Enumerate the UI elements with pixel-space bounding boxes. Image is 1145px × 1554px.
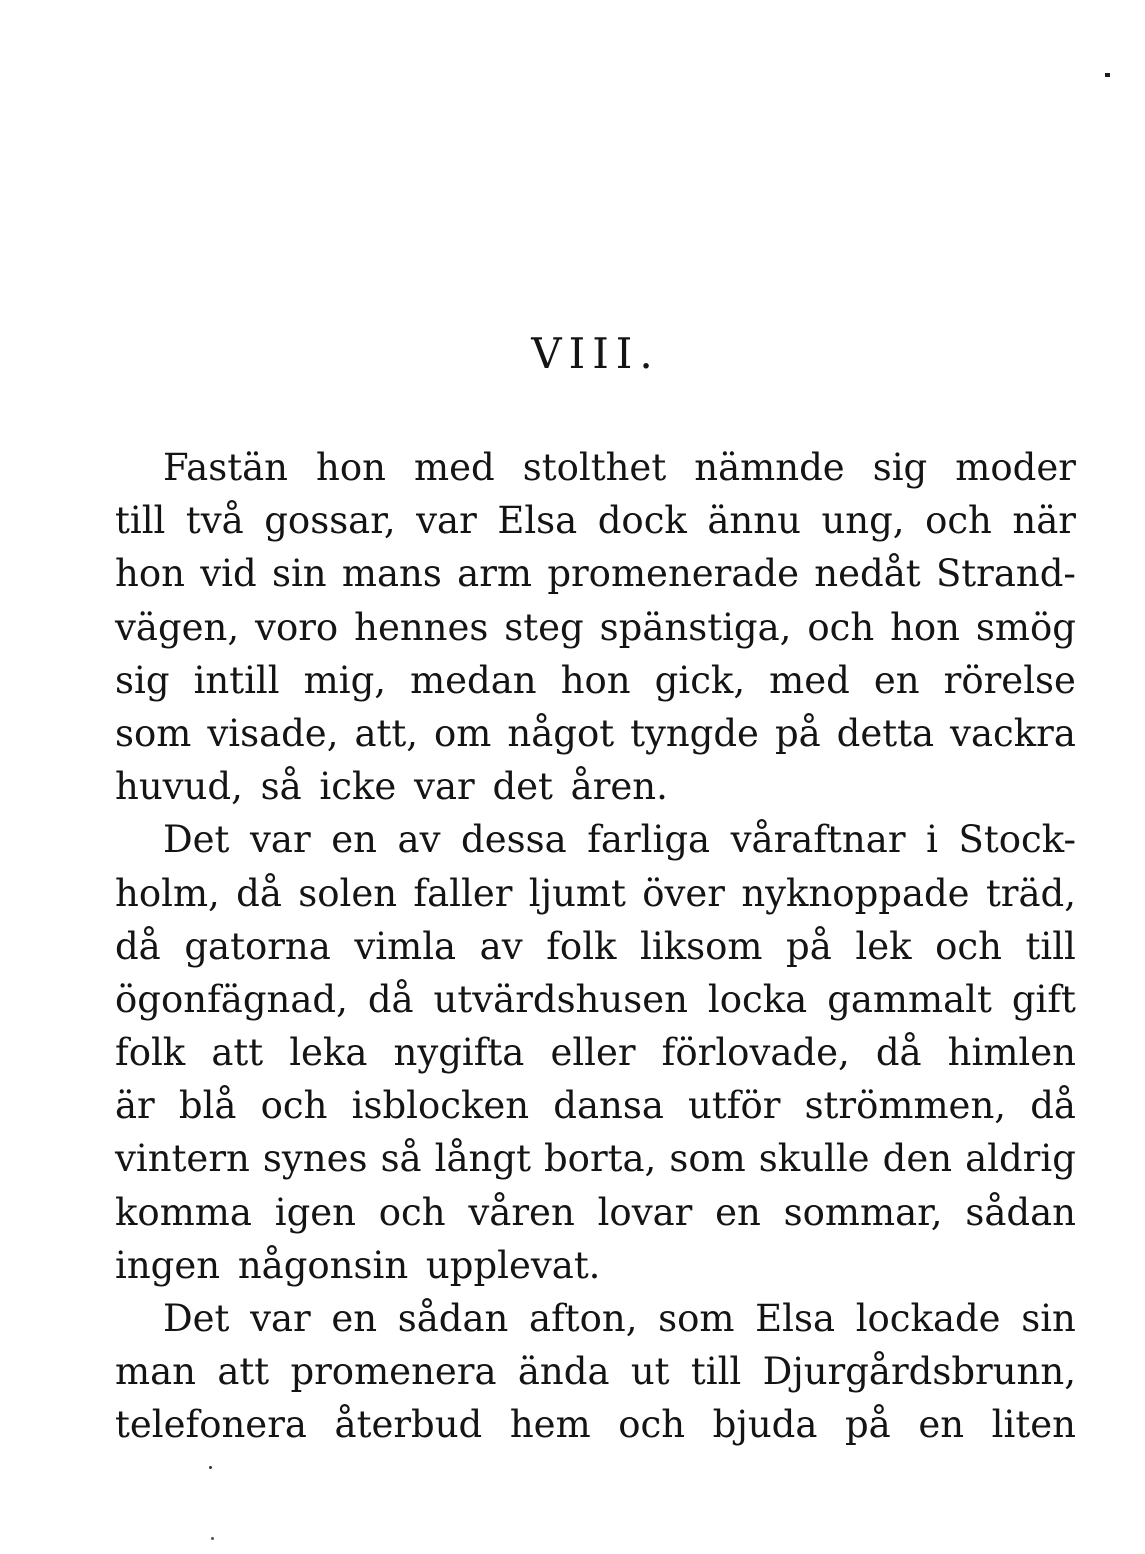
word: vintern: [115, 1137, 250, 1181]
word: var: [250, 818, 311, 862]
word: skulle: [758, 1137, 870, 1181]
text-line: [115, 1345, 1076, 1398]
text-line: [115, 654, 1076, 707]
word: är: [115, 1084, 155, 1128]
text-line: [115, 707, 1076, 760]
word: hon: [115, 552, 185, 596]
word: himlen: [947, 1031, 1076, 1075]
word: av: [397, 818, 441, 862]
text-line: [115, 1026, 1076, 1079]
word: på: [774, 711, 821, 755]
word: arm: [457, 552, 533, 596]
word: Stock-: [958, 818, 1076, 862]
word: var: [416, 499, 477, 543]
ink-speck-top-right: [1105, 73, 1110, 77]
word: dansa: [553, 1084, 664, 1128]
word: nämnde: [694, 446, 845, 489]
word: och: [378, 1190, 446, 1234]
word: nygifta: [393, 1031, 525, 1075]
text-line: [115, 601, 1076, 654]
word: med: [769, 658, 850, 702]
word: Elsa: [755, 1297, 836, 1340]
word: intill: [193, 658, 280, 702]
word: gossar,: [264, 499, 396, 543]
word: ljumt: [528, 871, 626, 915]
word: faller: [413, 871, 513, 915]
word: komma: [115, 1190, 252, 1234]
text-line: [115, 1398, 1076, 1451]
word: gick,: [654, 658, 746, 702]
word: Det: [163, 818, 230, 862]
paragraph: [115, 813, 1076, 1292]
word: promenera: [290, 1350, 497, 1394]
word: igen: [274, 1190, 356, 1234]
word: till: [115, 499, 166, 543]
word: Elsa: [497, 499, 578, 543]
word: en: [873, 658, 920, 702]
word: utvärdshusen: [433, 977, 688, 1021]
text-line: [115, 920, 1076, 973]
word: då: [875, 1031, 922, 1075]
word: utför: [688, 1084, 781, 1128]
word: dessa: [461, 818, 567, 862]
text-line: huvud, så icke var det åren.: [115, 765, 668, 809]
word: då: [367, 977, 414, 1021]
word: gatorna: [184, 924, 331, 968]
word: man: [115, 1350, 196, 1394]
word: liten: [991, 1403, 1076, 1447]
word: som: [669, 1137, 746, 1181]
text-line: [115, 813, 1076, 866]
word: sådan: [965, 1190, 1076, 1234]
word: stolthet: [522, 446, 667, 489]
text-line: [115, 867, 1076, 920]
word: en: [331, 818, 377, 862]
word: holm,: [115, 871, 220, 915]
word: med: [414, 446, 495, 489]
word: nyknoppade: [741, 871, 970, 915]
text-line: ingen någonsin upplevat.: [115, 1243, 601, 1287]
word: en: [715, 1190, 761, 1234]
word: sådan: [397, 1297, 509, 1340]
word: att: [217, 1350, 270, 1394]
word: förlovade,: [661, 1031, 850, 1075]
word: folk: [546, 924, 617, 968]
word: solen: [298, 871, 398, 915]
word: något: [507, 711, 615, 755]
word: vid: [200, 552, 257, 596]
word: över: [642, 871, 725, 915]
word: så: [380, 1137, 422, 1181]
word: att: [211, 1031, 264, 1075]
word: strömmen,: [804, 1084, 1007, 1128]
word: den: [882, 1137, 953, 1181]
word: sig: [115, 658, 170, 702]
word: rörelse: [943, 658, 1076, 702]
text-line: [115, 1292, 1076, 1345]
word: på: [786, 924, 832, 968]
word: på: [845, 1403, 891, 1447]
text-line: [115, 1079, 1076, 1132]
word: gift: [1011, 977, 1076, 1021]
word: sig: [872, 446, 928, 489]
word: mans: [341, 552, 442, 596]
word: eller: [550, 1031, 636, 1075]
word: Strand-: [935, 552, 1076, 596]
word: hem: [509, 1403, 591, 1447]
word: och: [925, 499, 992, 543]
word: vackra: [950, 711, 1076, 755]
word: gammalt: [827, 977, 992, 1021]
word: återbud: [334, 1403, 483, 1447]
word: långt: [434, 1137, 531, 1181]
word: aldrig: [965, 1137, 1076, 1181]
word: våren: [468, 1190, 575, 1234]
word: i: [926, 818, 938, 862]
word: blå: [178, 1084, 237, 1128]
chapter-heading: VIII.: [531, 329, 660, 378]
word: synes: [262, 1137, 368, 1181]
word: hennes: [354, 605, 489, 649]
word: var: [250, 1297, 311, 1340]
word: lovar: [597, 1190, 693, 1234]
word: telefonera: [115, 1403, 307, 1447]
word: att,: [354, 711, 419, 755]
word: medan: [410, 658, 537, 702]
word: som: [115, 711, 192, 755]
word: våraftnar: [730, 818, 906, 862]
word: en: [331, 1297, 378, 1340]
word: när: [1012, 499, 1076, 543]
text-line: [115, 1186, 1076, 1239]
word: sin: [271, 552, 327, 596]
word: liksom: [640, 924, 763, 968]
word: lek: [855, 924, 912, 968]
text-line: [115, 973, 1076, 1026]
text-line: [115, 494, 1076, 547]
body-text: [115, 441, 1076, 1452]
word: om: [434, 711, 492, 755]
word: moder: [955, 446, 1076, 489]
text-line: [115, 441, 1076, 494]
word: isblocken: [351, 1084, 530, 1128]
word: ännu: [707, 499, 801, 543]
text-line: [115, 1132, 1076, 1185]
word: bjuda: [712, 1403, 818, 1447]
word: locka: [707, 977, 808, 1021]
word: lockade: [855, 1297, 1001, 1340]
word: borta,: [543, 1137, 657, 1181]
word: vägen,: [115, 605, 240, 649]
word: steg: [504, 605, 584, 649]
word: Det: [163, 1297, 230, 1340]
word: sommar,: [783, 1190, 943, 1234]
word: en: [918, 1403, 965, 1447]
word: voro: [255, 605, 339, 649]
word: hon: [560, 658, 631, 702]
ink-speck-bottom-1: [209, 1466, 212, 1469]
word: och: [807, 605, 875, 649]
word: leka: [289, 1031, 368, 1075]
word: ögonfägnad,: [115, 977, 348, 1021]
paragraph: [115, 441, 1076, 813]
word: visade,: [207, 711, 339, 755]
word: ung,: [821, 499, 905, 543]
word: afton,: [529, 1297, 638, 1340]
word: då: [115, 924, 161, 968]
word: då: [1030, 1084, 1076, 1128]
word: detta: [836, 711, 935, 755]
word: och: [260, 1084, 328, 1128]
word: två: [185, 499, 244, 543]
word: vimla: [354, 924, 457, 968]
word: ända: [517, 1350, 610, 1394]
word: folk: [115, 1031, 186, 1075]
word: hon: [316, 446, 386, 489]
word: av: [479, 924, 523, 968]
word: Djurgårdsbrunn,: [762, 1350, 1076, 1394]
word: Fastän: [163, 446, 288, 489]
word: som: [658, 1297, 735, 1340]
word: tyngde: [630, 711, 759, 755]
paragraph: [115, 1292, 1076, 1452]
word: och: [618, 1403, 686, 1447]
word: promenerade: [547, 552, 799, 596]
word: hon: [890, 605, 960, 649]
word: till: [1025, 924, 1076, 968]
word: träd,: [985, 871, 1076, 915]
word: till: [690, 1350, 742, 1394]
word: sin: [1021, 1297, 1076, 1340]
word: smög: [975, 605, 1076, 649]
word: ut: [630, 1350, 670, 1394]
word: mig,: [303, 658, 387, 702]
word: farliga: [587, 818, 711, 862]
ink-speck-bottom-2: [211, 1537, 214, 1540]
word: dock: [597, 499, 687, 543]
word: spänstiga,: [599, 605, 792, 649]
word: och: [935, 924, 1002, 968]
word: nedåt: [814, 552, 921, 596]
word: då: [236, 871, 282, 915]
text-line: [115, 547, 1076, 600]
